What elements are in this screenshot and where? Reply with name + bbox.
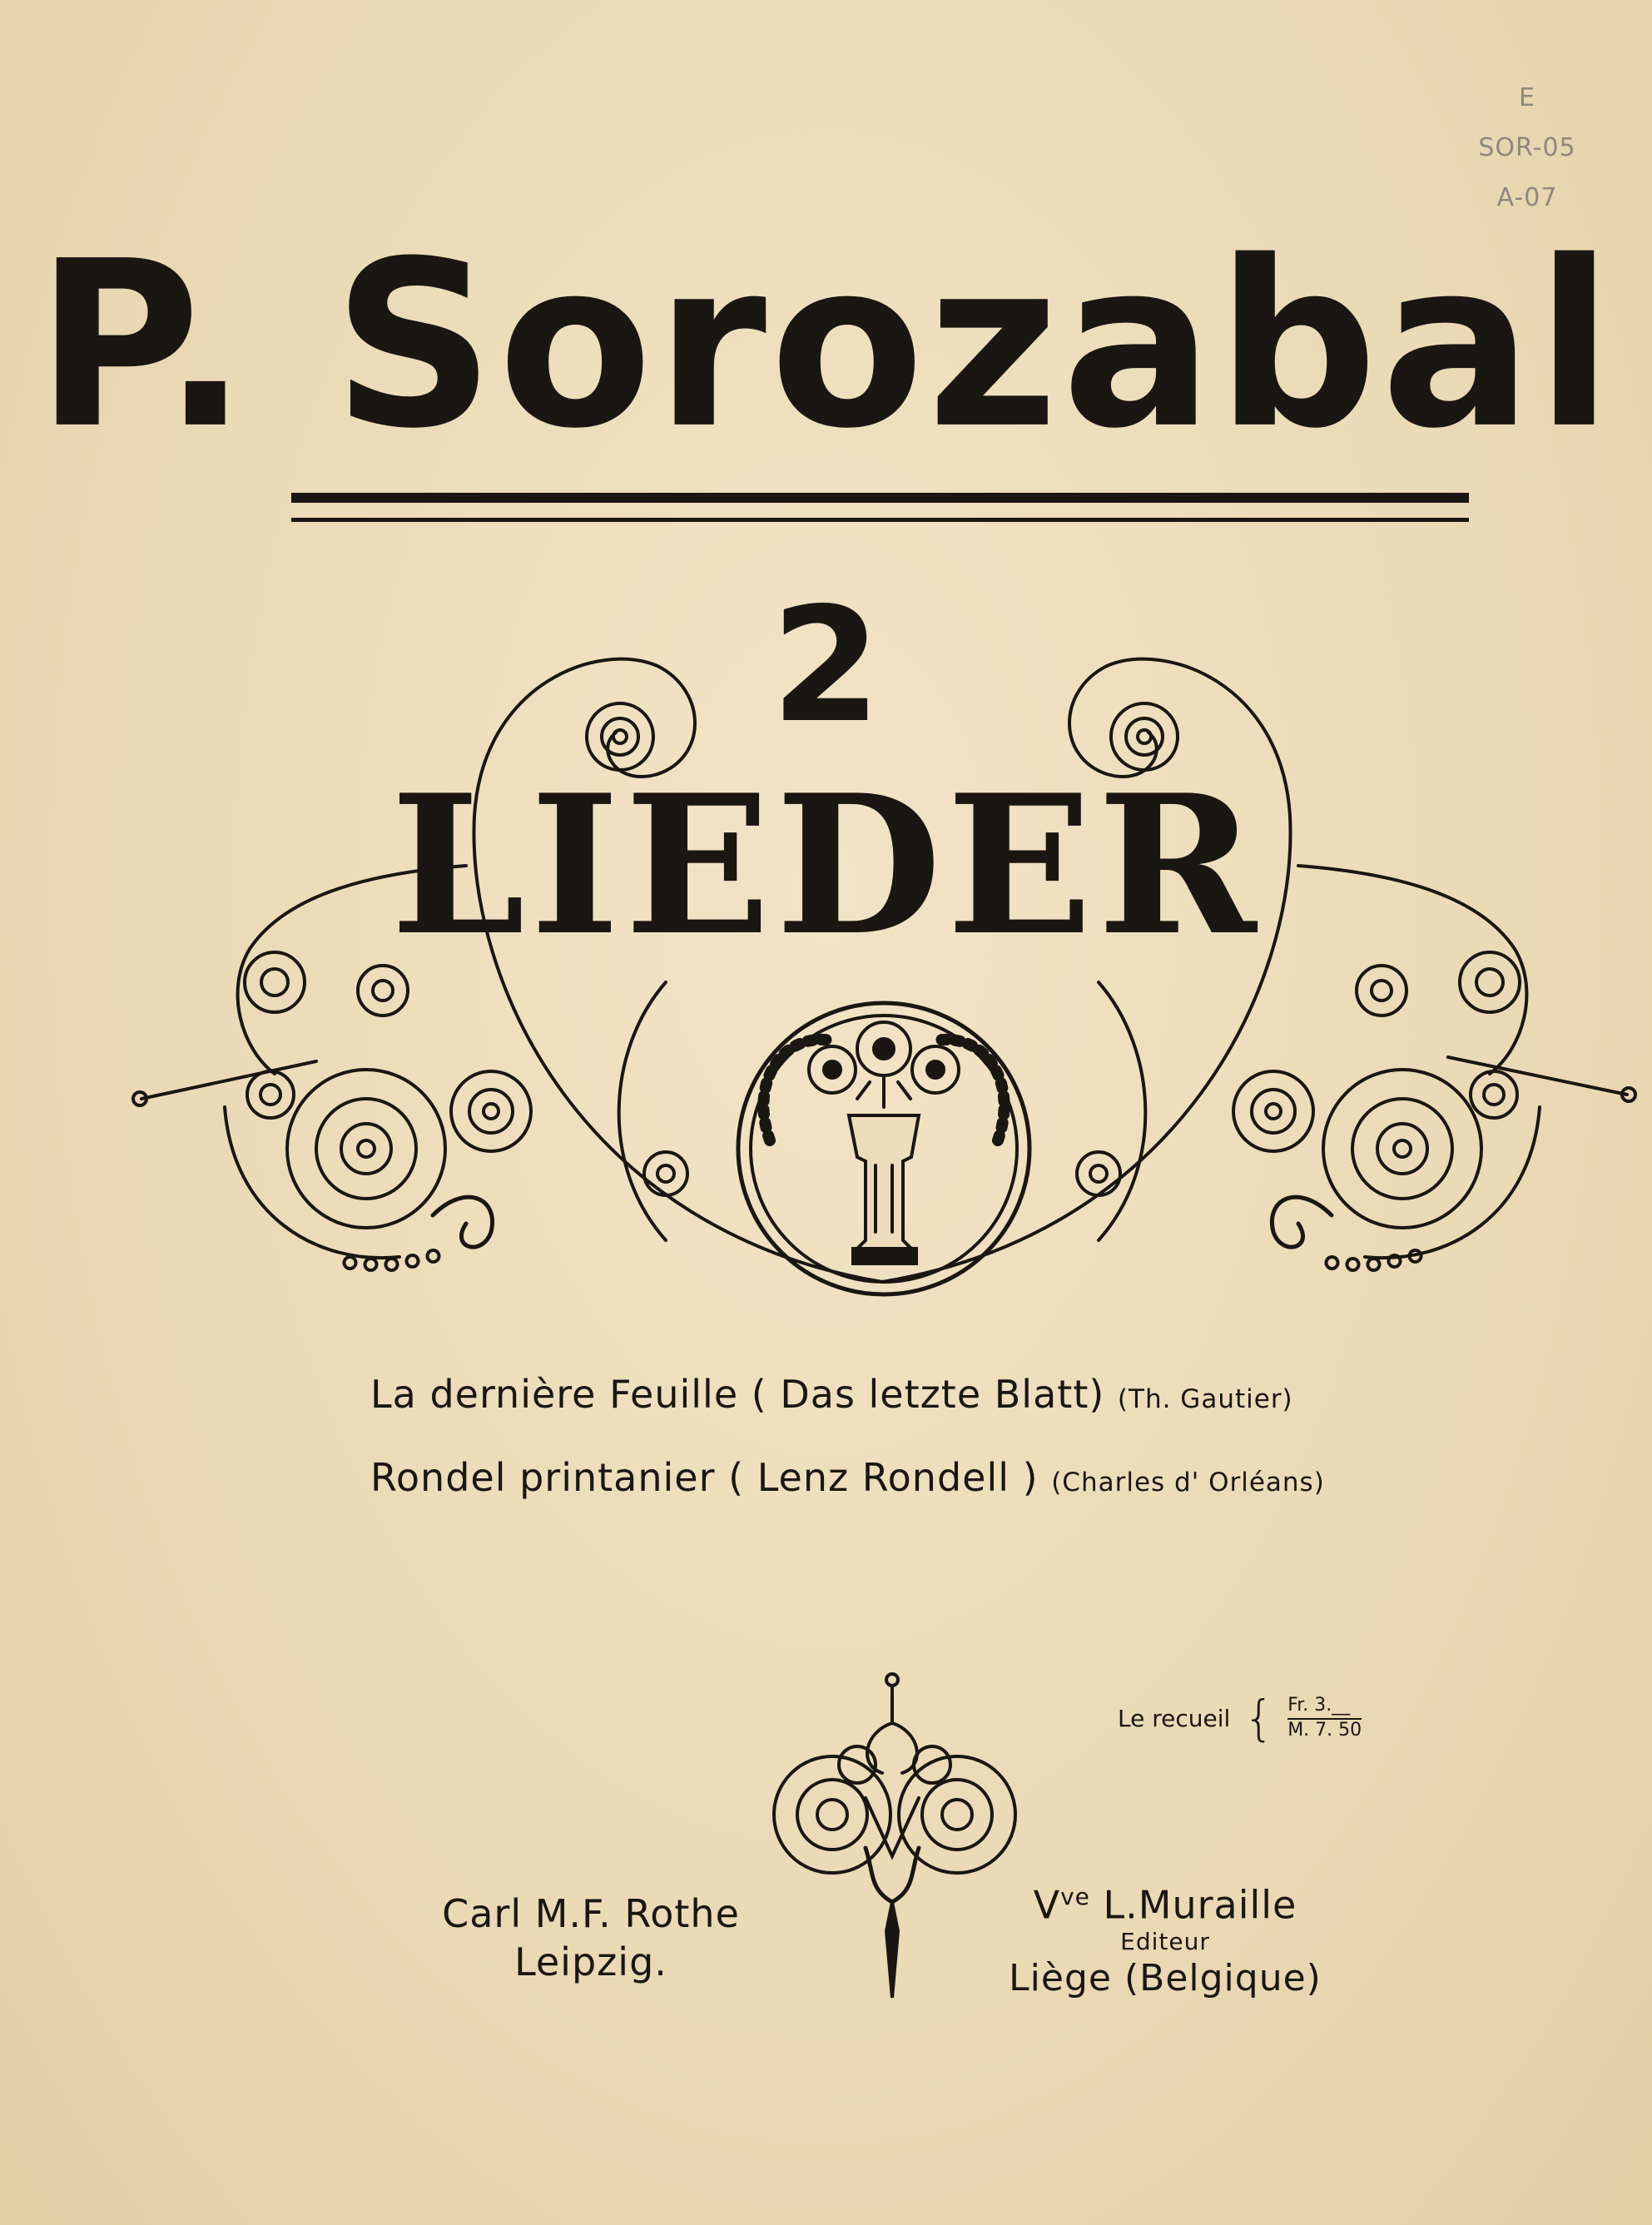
song-title-1: La dernière Feuille ( Das letzte Blatt): [370, 1372, 1105, 1417]
pencil-mark-a: A-07: [1496, 183, 1558, 212]
pencil-mark-sor: SOR-05: [1478, 133, 1576, 162]
publisher-liege: [999, 1873, 1332, 2002]
publisher-right-prefix-sup: ve: [1060, 1883, 1090, 1910]
song-title-2: Rondel printanier ( Lenz Rondell ): [370, 1455, 1039, 1500]
publisher-left-city: Leipzig.: [514, 1939, 667, 1984]
price-label: Le recueil: [1118, 1704, 1231, 1732]
composer-name: P. Sorozabal: [36, 211, 1616, 479]
publisher-ornament-icon: [766, 1665, 1024, 2006]
work-genre: LIEDER: [390, 753, 1262, 978]
pencil-archive-marks: [1465, 73, 1590, 223]
publisher-right-prefix: V: [1033, 1882, 1061, 1928]
publisher-right-role: Editeur: [1120, 1928, 1210, 1956]
title-underline-thin: [291, 518, 1469, 522]
song-poet-2: (Charles d' Orléans): [1051, 1468, 1325, 1497]
price-brace: {: [1243, 1690, 1275, 1746]
price-marks: M. 7. 50: [1287, 1720, 1362, 1741]
price-block: [1118, 1690, 1362, 1746]
song-item-2: [370, 1455, 1325, 1500]
publisher-right-name-line: [999, 1873, 1332, 1929]
price-values: [1287, 1695, 1362, 1741]
work-number: 2: [771, 574, 881, 757]
publisher-right-name: L.Muraille: [1089, 1882, 1297, 1928]
title-underline-thick: [291, 493, 1469, 503]
song-item-1: [370, 1372, 1293, 1417]
pencil-mark-e: E: [1519, 83, 1535, 112]
price-francs: Fr. 3.__: [1287, 1695, 1362, 1720]
publisher-leipzig: [399, 1890, 782, 1986]
publisher-right-city: Liège (Belgique): [1009, 1957, 1322, 2000]
publisher-left-name: Carl M.F. Rothe: [442, 1891, 740, 1936]
song-poet-1: (Th. Gautier): [1117, 1384, 1293, 1414]
